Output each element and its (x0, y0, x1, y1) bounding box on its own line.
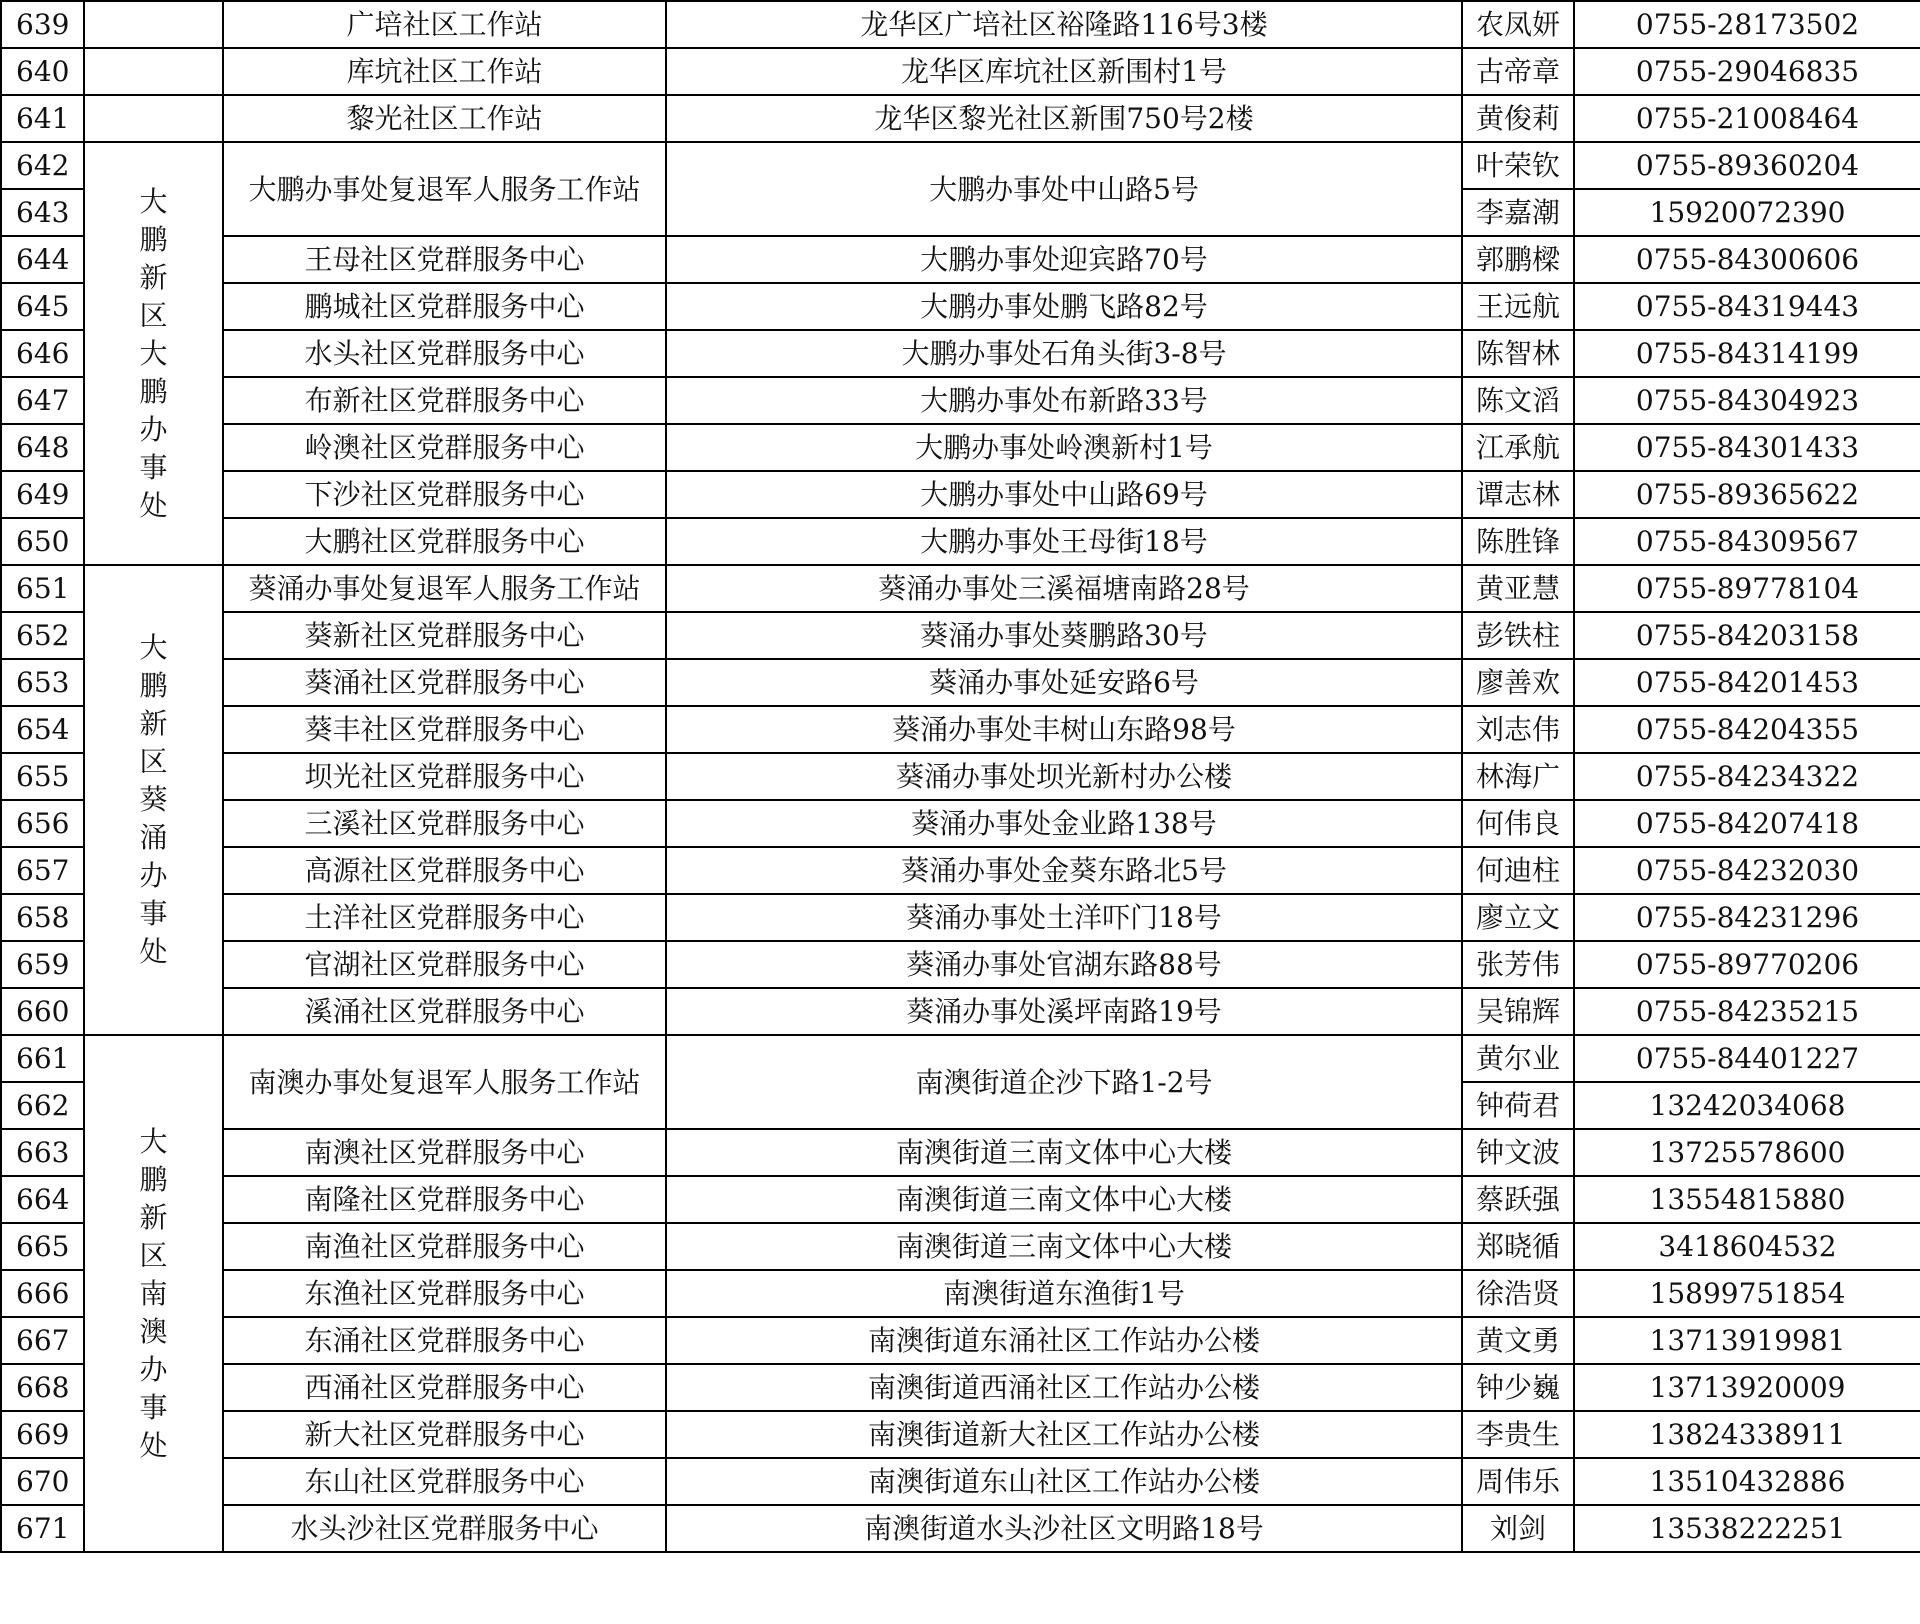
table-row (1, 1270, 1920, 1317)
district-cell-empty (84, 1, 223, 48)
table-row (1, 283, 1920, 330)
contact-person: 黄俊莉 (1462, 95, 1574, 142)
phone-number: 13510432886 (1574, 1458, 1920, 1505)
row-number: 640 (1, 48, 84, 95)
station-name: 王母社区党群服务中心 (223, 236, 666, 283)
table-row (1, 1035, 1920, 1082)
station-address: 大鹏办事处布新路33号 (666, 377, 1462, 424)
contact-person: 周伟乐 (1462, 1458, 1574, 1505)
table-row (1, 988, 1920, 1035)
district-char: 事 (139, 450, 168, 484)
table-row (1, 1317, 1920, 1364)
row-number: 658 (1, 894, 84, 941)
station-name: 溪涌社区党群服务中心 (223, 988, 666, 1035)
station-address: 葵涌办事处官湖东路88号 (666, 941, 1462, 988)
contact-person: 廖立文 (1462, 894, 1574, 941)
contact-person: 郑晓循 (1462, 1223, 1574, 1270)
station-name: 葵丰社区党群服务中心 (223, 706, 666, 753)
row-number: 669 (1, 1411, 84, 1458)
contact-person: 叶荣钦 (1462, 142, 1574, 189)
district-char: 鹏 (139, 374, 168, 408)
row-number: 648 (1, 424, 84, 471)
row-number: 667 (1, 1317, 84, 1364)
table-row (1, 236, 1920, 283)
station-address: 葵涌办事处延安路6号 (666, 659, 1462, 706)
phone-number: 0755-84401227 (1574, 1035, 1920, 1082)
contact-person: 吴锦辉 (1462, 988, 1574, 1035)
phone-number: 13554815880 (1574, 1176, 1920, 1223)
contact-person: 彭铁柱 (1462, 612, 1574, 659)
station-address: 葵涌办事处金葵东路北5号 (666, 847, 1462, 894)
table-row (1, 706, 1920, 753)
row-number: 659 (1, 941, 84, 988)
table-row (1, 847, 1920, 894)
station-name: 水头沙社区党群服务中心 (223, 1505, 666, 1552)
row-number: 661 (1, 1035, 84, 1082)
station-name: 库坑社区工作站 (223, 48, 666, 95)
phone-number: 0755-84207418 (1574, 800, 1920, 847)
district-char: 南 (139, 1276, 168, 1310)
station-name: 坝光社区党群服务中心 (223, 753, 666, 800)
row-number: 656 (1, 800, 84, 847)
station-address: 龙华区黎光社区新围750号2楼 (666, 95, 1462, 142)
row-number: 671 (1, 1505, 84, 1552)
table-row (1, 612, 1920, 659)
district-char: 区 (139, 1238, 168, 1272)
station-address: 南澳街道三南文体中心大楼 (666, 1223, 1462, 1270)
row-number: 660 (1, 988, 84, 1035)
district-char: 鹏 (139, 1162, 168, 1196)
row-number: 651 (1, 565, 84, 612)
district-char: 涌 (139, 821, 168, 854)
station-name: 土洋社区党群服务中心 (223, 894, 666, 941)
table-row (1, 330, 1920, 377)
table-row (1, 1364, 1920, 1411)
phone-number: 0755-84201453 (1574, 659, 1920, 706)
district-char: 处 (139, 935, 168, 968)
station-address: 葵涌办事处三溪福塘南路28号 (666, 565, 1462, 612)
station-address: 南澳街道三南文体中心大楼 (666, 1176, 1462, 1223)
row-number: 665 (1, 1223, 84, 1270)
phone-number: 0755-84231296 (1574, 894, 1920, 941)
station-name: 高源社区党群服务中心 (223, 847, 666, 894)
phone-number: 0755-89360204 (1574, 142, 1920, 189)
row-number: 668 (1, 1364, 84, 1411)
phone-number: 0755-84304923 (1574, 377, 1920, 424)
contact-person: 张芳伟 (1462, 941, 1574, 988)
station-address: 大鹏办事处中山路69号 (666, 471, 1462, 518)
table-body (1, 1, 1920, 1552)
row-number: 663 (1, 1129, 84, 1176)
district-char: 办 (139, 1352, 168, 1386)
station-address: 龙华区库坑社区新围村1号 (666, 48, 1462, 95)
district-cell (84, 565, 223, 1035)
table-row (1, 1, 1920, 48)
station-address: 龙华区广培社区裕隆路116号3楼 (666, 1, 1462, 48)
phone-number: 0755-29046835 (1574, 48, 1920, 95)
station-address: 南澳街道西涌社区工作站办公楼 (666, 1364, 1462, 1411)
station-address: 南澳街道东渔街1号 (666, 1270, 1462, 1317)
station-name: 南渔社区党群服务中心 (223, 1223, 666, 1270)
contact-person: 郭鹏樑 (1462, 236, 1574, 283)
station-name: 葵涌社区党群服务中心 (223, 659, 666, 706)
station-name: 新大社区党群服务中心 (223, 1411, 666, 1458)
row-number: 654 (1, 706, 84, 753)
station-address: 葵涌办事处坝光新村办公楼 (666, 753, 1462, 800)
table-row (1, 424, 1920, 471)
station-address: 南澳街道东涌社区工作站办公楼 (666, 1317, 1462, 1364)
station-address: 南澳街道新大社区工作站办公楼 (666, 1411, 1462, 1458)
phone-number: 15899751854 (1574, 1270, 1920, 1317)
contact-person: 李嘉潮 (1462, 189, 1574, 236)
district-char: 处 (139, 1428, 168, 1462)
station-name: 葵新社区党群服务中心 (223, 612, 666, 659)
station-address: 大鹏办事处中山路5号 (666, 142, 1462, 236)
table-row (1, 142, 1920, 189)
station-address: 大鹏办事处鹏飞路82号 (666, 283, 1462, 330)
district-char: 事 (139, 1390, 168, 1424)
table-row (1, 565, 1920, 612)
station-address: 大鹏办事处迎宾路70号 (666, 236, 1462, 283)
district-char: 鹏 (139, 222, 168, 256)
phone-number: 13538222251 (1574, 1505, 1920, 1552)
phone-number: 13725578600 (1574, 1129, 1920, 1176)
phone-number: 0755-89770206 (1574, 941, 1920, 988)
district-cell-empty (84, 95, 223, 142)
phone-number: 0755-84319443 (1574, 283, 1920, 330)
table-row (1, 1176, 1920, 1223)
station-name: 下沙社区党群服务中心 (223, 471, 666, 518)
district-char: 区 (139, 298, 168, 332)
station-name: 大鹏办事处复退军人服务工作站 (223, 142, 666, 236)
phone-number: 15920072390 (1574, 189, 1920, 236)
contact-person: 钟少巍 (1462, 1364, 1574, 1411)
district-char: 事 (139, 897, 168, 930)
phone-number: 13713919981 (1574, 1317, 1920, 1364)
phone-number: 0755-84234322 (1574, 753, 1920, 800)
row-number: 646 (1, 330, 84, 377)
contact-person: 黄尔业 (1462, 1035, 1574, 1082)
phone-number: 0755-84235215 (1574, 988, 1920, 1035)
station-name: 东山社区党群服务中心 (223, 1458, 666, 1505)
station-address: 大鹏办事处岭澳新村1号 (666, 424, 1462, 471)
table-row (1, 753, 1920, 800)
contact-person: 刘志伟 (1462, 706, 1574, 753)
district-char: 新 (139, 260, 168, 294)
contact-person: 陈智林 (1462, 330, 1574, 377)
contact-person: 陈胜锋 (1462, 518, 1574, 565)
station-name: 葵涌办事处复退军人服务工作站 (223, 565, 666, 612)
station-name: 岭澳社区党群服务中心 (223, 424, 666, 471)
station-name: 南澳社区党群服务中心 (223, 1129, 666, 1176)
district-char: 处 (139, 488, 168, 522)
district-char: 区 (139, 745, 168, 778)
contact-person: 黄亚慧 (1462, 565, 1574, 612)
table-row (1, 1129, 1920, 1176)
row-number: 643 (1, 189, 84, 236)
contact-person: 刘剑 (1462, 1505, 1574, 1552)
contact-person: 江承航 (1462, 424, 1574, 471)
row-number: 639 (1, 1, 84, 48)
row-number: 662 (1, 1082, 84, 1129)
contact-person: 农凤妍 (1462, 1, 1574, 48)
phone-number: 13242034068 (1574, 1082, 1920, 1129)
phone-number: 0755-84309567 (1574, 518, 1920, 565)
contact-person: 蔡跃强 (1462, 1176, 1574, 1223)
contact-person: 黄文勇 (1462, 1317, 1574, 1364)
district-char: 大 (139, 184, 168, 218)
table-row (1, 48, 1920, 95)
station-name: 东渔社区党群服务中心 (223, 1270, 666, 1317)
phone-number: 0755-89365622 (1574, 471, 1920, 518)
contact-person: 钟文波 (1462, 1129, 1574, 1176)
row-number: 657 (1, 847, 84, 894)
table-row (1, 377, 1920, 424)
table-row (1, 1411, 1920, 1458)
station-address: 大鹏办事处王母街18号 (666, 518, 1462, 565)
table-row (1, 471, 1920, 518)
district-char: 新 (139, 707, 168, 740)
table-row (1, 894, 1920, 941)
row-number: 641 (1, 95, 84, 142)
district-char: 大 (139, 631, 168, 664)
phone-number: 0755-84314199 (1574, 330, 1920, 377)
district-char: 办 (139, 859, 168, 892)
contact-person: 何迪柱 (1462, 847, 1574, 894)
station-name: 南澳办事处复退军人服务工作站 (223, 1035, 666, 1129)
station-address: 南澳街道三南文体中心大楼 (666, 1129, 1462, 1176)
contact-person: 廖善欢 (1462, 659, 1574, 706)
phone-number: 0755-21008464 (1574, 95, 1920, 142)
contact-person: 李贵生 (1462, 1411, 1574, 1458)
phone-number: 0755-84300606 (1574, 236, 1920, 283)
station-address: 葵涌办事处丰树山东路98号 (666, 706, 1462, 753)
station-address: 南澳街道水头沙社区文明路18号 (666, 1505, 1462, 1552)
row-number: 650 (1, 518, 84, 565)
contact-person: 王远航 (1462, 283, 1574, 330)
phone-number: 0755-84232030 (1574, 847, 1920, 894)
table-row (1, 941, 1920, 988)
row-number: 647 (1, 377, 84, 424)
station-name: 布新社区党群服务中心 (223, 377, 666, 424)
phone-number: 3418604532 (1574, 1223, 1920, 1270)
district-char: 大 (139, 336, 168, 370)
contact-person: 徐浩贤 (1462, 1270, 1574, 1317)
phone-number: 0755-89778104 (1574, 565, 1920, 612)
station-address: 葵涌办事处土洋吓门18号 (666, 894, 1462, 941)
station-address: 葵涌办事处溪坪南路19号 (666, 988, 1462, 1035)
district-cell (84, 1035, 223, 1552)
station-name: 西涌社区党群服务中心 (223, 1364, 666, 1411)
row-number: 666 (1, 1270, 84, 1317)
district-char: 鹏 (139, 669, 168, 702)
phone-number: 13824338911 (1574, 1411, 1920, 1458)
contact-person: 钟荷君 (1462, 1082, 1574, 1129)
phone-number: 0755-84203158 (1574, 612, 1920, 659)
row-number: 649 (1, 471, 84, 518)
row-number: 652 (1, 612, 84, 659)
district-char: 大 (139, 1124, 168, 1158)
row-number: 655 (1, 753, 84, 800)
contact-person: 谭志林 (1462, 471, 1574, 518)
station-name: 官湖社区党群服务中心 (223, 941, 666, 988)
district-char: 澳 (139, 1314, 168, 1348)
district-char: 办 (139, 412, 168, 446)
row-number: 644 (1, 236, 84, 283)
table-row (1, 800, 1920, 847)
station-name: 大鹏社区党群服务中心 (223, 518, 666, 565)
phone-number: 0755-28173502 (1574, 1, 1920, 48)
phone-number: 0755-84204355 (1574, 706, 1920, 753)
district-cell-empty (84, 48, 223, 95)
station-name: 南隆社区党群服务中心 (223, 1176, 666, 1223)
contact-person: 何伟良 (1462, 800, 1574, 847)
station-address: 大鹏办事处石角头街3-8号 (666, 330, 1462, 377)
contact-person: 古帝章 (1462, 48, 1574, 95)
station-name: 水头社区党群服务中心 (223, 330, 666, 377)
station-name: 鹏城社区党群服务中心 (223, 283, 666, 330)
table-row (1, 1505, 1920, 1552)
station-address: 葵涌办事处金业路138号 (666, 800, 1462, 847)
station-address: 南澳街道东山社区工作站办公楼 (666, 1458, 1462, 1505)
phone-number: 0755-84301433 (1574, 424, 1920, 471)
contact-person: 林海广 (1462, 753, 1574, 800)
table-row (1, 1223, 1920, 1270)
table-row (1, 518, 1920, 565)
contact-person: 陈文滔 (1462, 377, 1574, 424)
station-name: 三溪社区党群服务中心 (223, 800, 666, 847)
row-number: 645 (1, 283, 84, 330)
station-address: 南澳街道企沙下路1-2号 (666, 1035, 1462, 1129)
station-name: 东涌社区党群服务中心 (223, 1317, 666, 1364)
district-cell (84, 142, 223, 565)
station-name: 黎光社区工作站 (223, 95, 666, 142)
row-number: 642 (1, 142, 84, 189)
station-name: 广培社区工作站 (223, 1, 666, 48)
table-row (1, 1458, 1920, 1505)
row-number: 670 (1, 1458, 84, 1505)
table-row (1, 659, 1920, 706)
station-address: 葵涌办事处葵鹏路30号 (666, 612, 1462, 659)
row-number: 653 (1, 659, 84, 706)
district-char: 新 (139, 1200, 168, 1234)
table-row (1, 95, 1920, 142)
district-char: 葵 (139, 783, 168, 816)
row-number: 664 (1, 1176, 84, 1223)
phone-number: 13713920009 (1574, 1364, 1920, 1411)
